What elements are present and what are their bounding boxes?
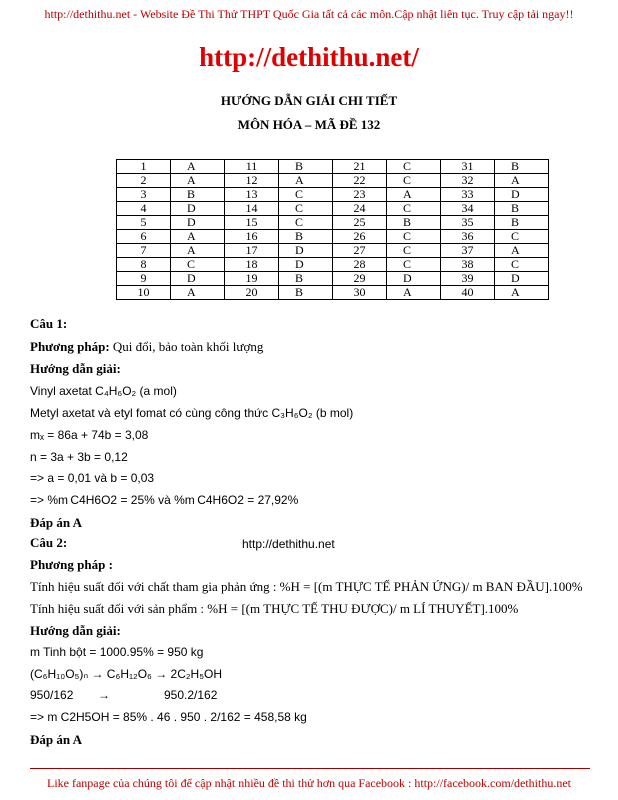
- answer-cell: B: [495, 160, 549, 174]
- table-row: [117, 230, 549, 244]
- answer-cell: D: [495, 188, 549, 202]
- question-number-cell: 1: [117, 160, 171, 174]
- question-number-cell: 6: [117, 230, 171, 244]
- answer-cell: C: [387, 202, 441, 216]
- answer-cell: D: [171, 216, 225, 230]
- q1-method: [30, 339, 263, 355]
- top-banner[interactable]: http://dethithu.net - Website Đề Thi Thử THPT Quốc Gia tất cả các môn.Cập nhật liên tục. Truy cập tải ngay!!: [44, 7, 574, 21]
- question-number-cell: 5: [117, 216, 171, 230]
- question-number-cell: 8: [117, 258, 171, 272]
- answer-cell: A: [171, 286, 225, 300]
- answer-cell: A: [279, 174, 333, 188]
- question-number-cell: 4: [117, 202, 171, 216]
- question-number-cell: 16: [225, 230, 279, 244]
- q2-line-2: (C₆H₁₀O₅)ₙ → C₆H₁₂O₆ → 2C₂H₅OH: [30, 667, 223, 681]
- question-number-cell: 9: [117, 272, 171, 286]
- question-number-cell: 18: [225, 258, 279, 272]
- answer-cell: D: [387, 272, 441, 286]
- answer-cell: C: [387, 174, 441, 188]
- question-number-cell: 7: [117, 244, 171, 258]
- document-title: HƯỚNG DẪN GIẢI CHI TIẾT: [220, 93, 398, 108]
- answer-cell: C: [495, 230, 549, 244]
- answer-cell: C: [387, 160, 441, 174]
- document-subtitle: MÔN HÓA – MÃ ĐỀ 132: [237, 117, 381, 132]
- answer-cell: A: [495, 286, 549, 300]
- answer-cell: A: [171, 160, 225, 174]
- table-row: [117, 244, 549, 258]
- question-number-cell: 12: [225, 174, 279, 188]
- answer-cell: C: [387, 258, 441, 272]
- answer-cell: B: [495, 216, 549, 230]
- answer-cell: B: [387, 216, 441, 230]
- q2-line-4: => m C2H5OH = 85% . 46 . 950 . 2/162 = 458,58 kg: [30, 710, 307, 724]
- site-title[interactable]: http://dethithu.net/: [199, 42, 419, 72]
- question-number-cell: 27: [333, 244, 387, 258]
- table-row: [117, 174, 549, 188]
- question-number-cell: 29: [333, 272, 387, 286]
- q1-line-5: => a = 0,01 và b = 0,03: [30, 471, 155, 485]
- question-number-cell: 17: [225, 244, 279, 258]
- q2-line-3-arrow: →: [98, 688, 110, 702]
- question-number-cell: 15: [225, 216, 279, 230]
- question-number-cell: 32: [441, 174, 495, 188]
- q1-line-3: mₓ = 86a + 74b = 3,08: [30, 428, 149, 442]
- answer-cell: B: [279, 286, 333, 300]
- answer-cell: B: [279, 160, 333, 174]
- question-number-cell: 21: [333, 160, 387, 174]
- question-number-cell: 20: [225, 286, 279, 300]
- answer-cell: B: [279, 272, 333, 286]
- question-number-cell: 3: [117, 188, 171, 202]
- q1-answer: Đáp án A: [30, 515, 83, 530]
- answer-cell: A: [495, 174, 549, 188]
- watermark-link[interactable]: http://dethithu.net: [242, 537, 335, 551]
- question-number-cell: 31: [441, 160, 495, 174]
- q1-line-6: => %m C4H6O2 = 25% và %m C4H6O2 = 27,92%: [30, 493, 299, 507]
- q2-answer: Đáp án A: [30, 732, 83, 747]
- answer-cell: C: [279, 216, 333, 230]
- answer-cell: D: [171, 202, 225, 216]
- table-row: [117, 202, 549, 216]
- q1-guide-label: Hướng dẫn giải:: [30, 361, 121, 376]
- answer-cell: A: [495, 244, 549, 258]
- q1-line-1: Vinyl axetat C₄H₆O₂ (a mol): [30, 384, 177, 398]
- question-number-cell: 37: [441, 244, 495, 258]
- q2-method-line-1: Tính hiệu suất đối với chất tham gia phản ứng : %H = [(m THỰC TẾ PHẢN ỨNG)/ m BAN ĐẦU].100%: [30, 579, 583, 594]
- table-row: [117, 258, 549, 272]
- footer-link[interactable]: Like fanpage của chúng tôi để cập nhật nhiều đề thi thử hơn qua Facebook : http://facebook.com/dethithu.net: [46, 776, 572, 790]
- table-row: [117, 188, 549, 202]
- answer-cell: B: [171, 188, 225, 202]
- answer-cell: D: [495, 272, 549, 286]
- question-number-cell: 23: [333, 188, 387, 202]
- table-row: [117, 216, 549, 230]
- question-number-cell: 2: [117, 174, 171, 188]
- answer-cell: C: [171, 258, 225, 272]
- q2-line-3a: 950/162: [30, 688, 74, 702]
- answer-cell: B: [279, 230, 333, 244]
- q2-line-1: m Tinh bột = 1000.95% = 950 kg: [30, 645, 204, 659]
- question-number-cell: 30: [333, 286, 387, 300]
- answer-cell: A: [171, 230, 225, 244]
- answer-cell: A: [387, 286, 441, 300]
- q1-line-2: Metyl axetat và etyl fomat có cùng công thức C₃H₆O₂ (b mol): [30, 406, 354, 420]
- q1-line-4: n = 3a + 3b = 0,12: [30, 450, 128, 464]
- question-number-cell: 40: [441, 286, 495, 300]
- answer-table: [116, 159, 549, 300]
- question-number-cell: 35: [441, 216, 495, 230]
- table-row: [117, 272, 549, 286]
- answer-cell: C: [279, 188, 333, 202]
- question-number-cell: 10: [117, 286, 171, 300]
- question-number-cell: 38: [441, 258, 495, 272]
- q1-method-text: Qui đổi, bảo toàn khối lượng: [112, 339, 264, 354]
- q2-method-line-2: Tính hiệu suất đối với sản phẩm : %H = [(m THỰC TẾ THU ĐƯỢC)/ m LÍ THUYẾT].100%: [30, 601, 519, 616]
- question-number-cell: 34: [441, 202, 495, 216]
- answer-cell: C: [279, 202, 333, 216]
- footer-divider: [30, 768, 590, 769]
- q2-line-3c: 950.2/162: [164, 688, 218, 702]
- question-number-cell: 36: [441, 230, 495, 244]
- answer-cell: A: [387, 188, 441, 202]
- question-number-cell: 28: [333, 258, 387, 272]
- table-row: [117, 160, 549, 174]
- question-number-cell: 14: [225, 202, 279, 216]
- answer-cell: D: [171, 272, 225, 286]
- answer-cell: D: [279, 258, 333, 272]
- question-number-cell: 25: [333, 216, 387, 230]
- question-number-cell: 13: [225, 188, 279, 202]
- q1-method-label: Phương pháp:: [30, 339, 110, 354]
- answer-cell: A: [171, 244, 225, 258]
- question-number-cell: 26: [333, 230, 387, 244]
- question-number-cell: 11: [225, 160, 279, 174]
- answer-cell: C: [387, 244, 441, 258]
- answer-cell: C: [495, 258, 549, 272]
- q2-heading: Câu 2:: [30, 535, 68, 550]
- table-row: [117, 286, 549, 300]
- answer-cell: D: [279, 244, 333, 258]
- q2-guide-label: Hướng dẫn giải:: [30, 623, 121, 638]
- question-number-cell: 22: [333, 174, 387, 188]
- q2-method-label: Phương pháp :: [30, 557, 113, 572]
- question-number-cell: 39: [441, 272, 495, 286]
- answer-cell: B: [495, 202, 549, 216]
- q1-heading: Câu 1:: [30, 316, 68, 331]
- question-number-cell: 19: [225, 272, 279, 286]
- answer-cell: C: [387, 230, 441, 244]
- question-number-cell: 33: [441, 188, 495, 202]
- answer-cell: A: [171, 174, 225, 188]
- question-number-cell: 24: [333, 202, 387, 216]
